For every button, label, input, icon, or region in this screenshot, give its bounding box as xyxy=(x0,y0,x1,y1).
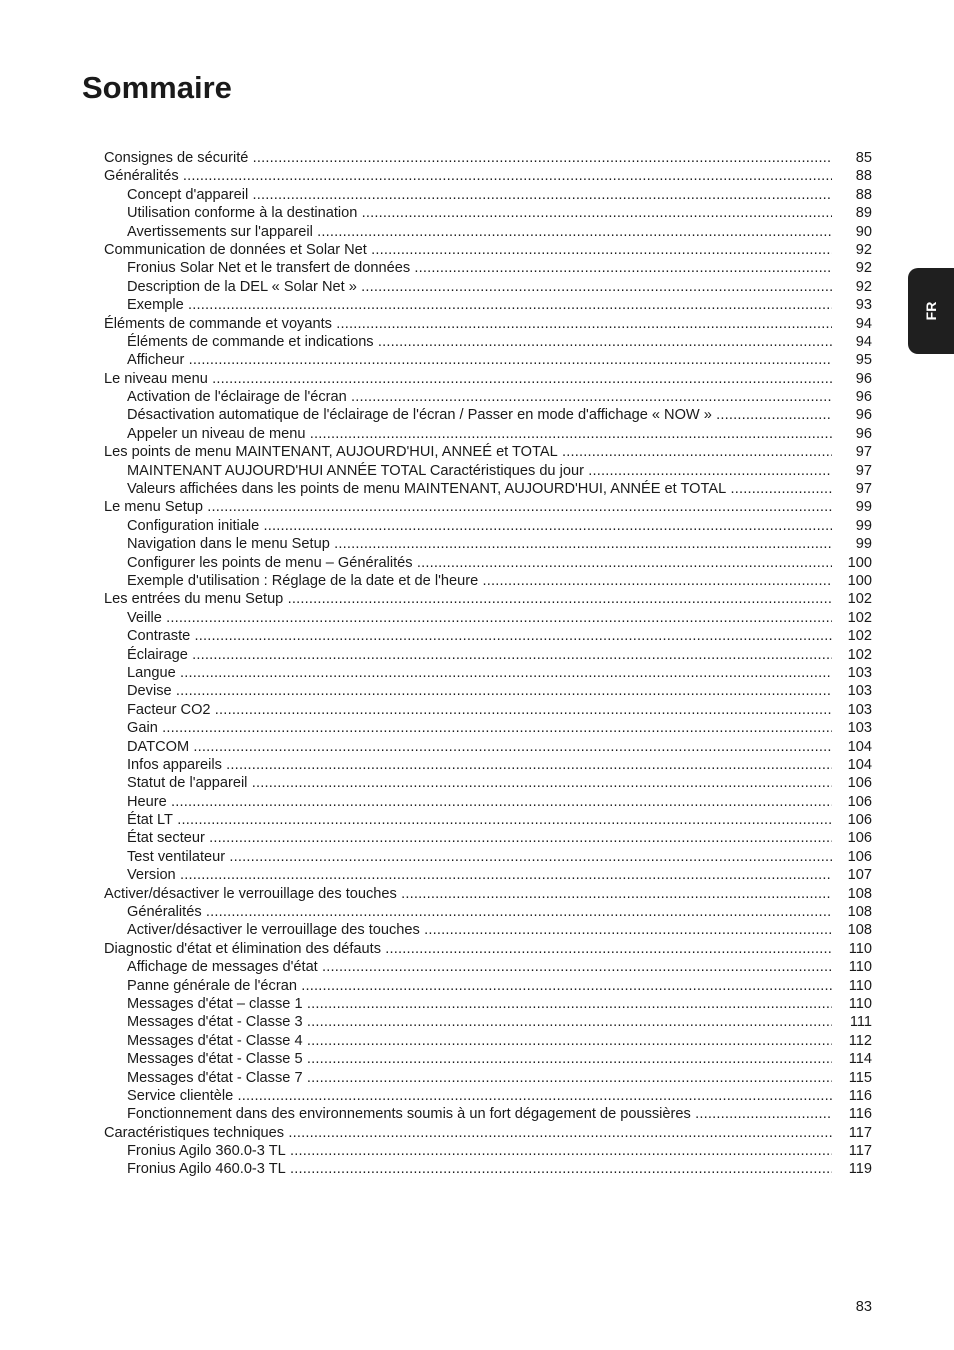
toc-page-number: 97 xyxy=(855,444,872,461)
toc-entry-label: Utilisation conforme à la destination ..... xyxy=(127,204,832,222)
toc-entry-label: Caractéristiques techniques ..... xyxy=(104,1124,832,1142)
toc-subentry[interactable] xyxy=(104,1013,872,1031)
toc-entry-label: Veille ..... xyxy=(127,609,832,627)
toc-entry[interactable] xyxy=(104,885,872,903)
toc-subentry[interactable] xyxy=(104,701,872,719)
toc-entry-label: Éclairage ..... xyxy=(127,646,832,664)
toc-page-number: 110 xyxy=(848,977,872,994)
toc-entry-label: Gain ..... xyxy=(127,719,832,737)
toc-entry-label: Facteur CO2 ..... xyxy=(127,701,832,719)
toc-page-number: 99 xyxy=(855,536,872,553)
toc-entry-label: Statut de l'appareil ..... xyxy=(127,774,832,792)
toc-subentry[interactable] xyxy=(104,866,872,884)
language-tab-label: FR xyxy=(923,301,939,321)
toc-page-number: 102 xyxy=(847,628,872,645)
toc-subentry[interactable] xyxy=(104,1087,872,1105)
toc-page-number: 102 xyxy=(847,591,872,608)
toc-page-number: 85 xyxy=(855,150,872,166)
toc-entry-label: Service clientèle ..... xyxy=(127,1087,832,1105)
toc-page-number: 92 xyxy=(855,278,872,295)
toc-entry[interactable] xyxy=(104,315,872,333)
toc-page-number: 106 xyxy=(847,830,872,847)
toc-entry-label: Activer/désactiver le verrouillage des touches ..... xyxy=(127,921,832,939)
toc-page-number: 96 xyxy=(855,370,872,387)
toc-subentry[interactable] xyxy=(104,903,872,921)
toc-entry-label: Version ..... xyxy=(127,866,832,884)
toc-page-number: 96 xyxy=(855,425,872,442)
toc-page-number: 99 xyxy=(855,517,872,534)
toc-page-number: 104 xyxy=(847,738,872,755)
page-number: 83 xyxy=(855,1299,872,1315)
toc-subentry[interactable] xyxy=(104,388,872,406)
toc-page-number: 92 xyxy=(855,260,872,277)
toc-entry-label: DATCOM ..... xyxy=(127,738,832,756)
toc-entry-label: Messages d'état - Classe 4 ..... xyxy=(127,1032,832,1050)
toc-entry-label: Fronius Agilo 460.0-3 TL ..... xyxy=(127,1160,832,1178)
toc-page-number: 119 xyxy=(848,1161,872,1178)
toc-page-number: 108 xyxy=(847,904,872,921)
toc-subentry[interactable] xyxy=(104,462,872,480)
toc-page-number: 93 xyxy=(855,297,872,314)
toc-page-number: 110 xyxy=(848,940,872,957)
toc-page-number: 114 xyxy=(848,1051,872,1068)
toc-entry-label: Le niveau menu ..... xyxy=(104,370,832,388)
toc-subentry[interactable] xyxy=(104,774,872,792)
toc-page-number: 90 xyxy=(855,223,872,240)
toc-subentry[interactable] xyxy=(104,1069,872,1087)
toc-page-number: 96 xyxy=(855,389,872,406)
toc-subentry[interactable] xyxy=(104,995,872,1013)
toc-entry-label: Heure ..... xyxy=(127,793,832,811)
toc-entry-label: Description de la DEL « Solar Net » ..... xyxy=(127,278,832,296)
toc-entry[interactable] xyxy=(104,167,872,185)
toc-entry-label: Panne générale de l'écran ..... xyxy=(127,977,832,995)
toc-entry-label: Généralités ..... xyxy=(127,903,832,921)
toc-entry[interactable] xyxy=(104,590,872,608)
language-tab xyxy=(908,268,954,354)
toc-page-number: 102 xyxy=(847,609,872,626)
toc-subentry[interactable] xyxy=(104,1032,872,1050)
toc-entry-label: Test ventilateur ..... xyxy=(127,848,832,866)
toc-page-number: 106 xyxy=(847,848,872,865)
toc-page-number: 103 xyxy=(847,701,872,718)
toc-subentry[interactable] xyxy=(104,480,872,498)
toc-page-number: 88 xyxy=(855,168,872,185)
toc-subentry[interactable] xyxy=(104,296,872,314)
toc-entry-label: Exemple d'utilisation : Réglage de la date et de l'heure ..... xyxy=(127,572,832,590)
toc-page-number: 112 xyxy=(848,1032,872,1049)
toc-page-number: 103 xyxy=(847,683,872,700)
toc-page-number: 89 xyxy=(855,205,872,222)
toc-page-number: 97 xyxy=(855,462,872,479)
toc-page-number: 115 xyxy=(848,1069,872,1086)
toc-subentry[interactable] xyxy=(104,1160,872,1178)
toc-page-number: 96 xyxy=(855,407,872,424)
toc-entry[interactable] xyxy=(104,149,872,167)
table-of-contents xyxy=(104,149,872,1179)
toc-page-number: 106 xyxy=(847,775,872,792)
toc-entry-label: Messages d'état - Classe 3 ..... xyxy=(127,1013,832,1031)
page-title: Sommaire xyxy=(82,70,232,105)
toc-entry-label: Navigation dans le menu Setup ..... xyxy=(127,535,832,553)
toc-page-number: 116 xyxy=(848,1106,872,1123)
toc-entry-label: Diagnostic d'état et élimination des défauts ..... xyxy=(104,940,832,958)
toc-page-number: 108 xyxy=(847,885,872,902)
toc-page-number: 94 xyxy=(855,315,872,332)
toc-page-number: 100 xyxy=(847,554,872,571)
toc-entry-label: Contraste ..... xyxy=(127,627,832,645)
toc-page-number: 106 xyxy=(847,812,872,829)
toc-entry-label: État secteur ..... xyxy=(127,829,832,847)
toc-subentry[interactable] xyxy=(104,517,872,535)
toc-subentry[interactable] xyxy=(104,1105,872,1123)
toc-entry-label: Devise ..... xyxy=(127,682,832,700)
toc-entry-label: Activer/désactiver le verrouillage des touches ..... xyxy=(104,885,832,903)
toc-entry-label: Consignes de sécurité ..... xyxy=(104,149,832,167)
toc-entry-label: Le menu Setup ..... xyxy=(104,498,832,516)
toc-entry[interactable] xyxy=(104,1124,872,1142)
toc-subentry[interactable] xyxy=(104,351,872,369)
toc-entry-label: Concept d'appareil ..... xyxy=(127,186,832,204)
toc-entry-label: Valeurs affichées dans les points de menu MAINTENANT, AUJOURD'HUI, ANNÉE et TOTAL ..... xyxy=(127,480,832,498)
toc-subentry[interactable] xyxy=(104,829,872,847)
toc-entry-label: Appeler un niveau de menu ..... xyxy=(127,425,832,443)
toc-subentry[interactable] xyxy=(104,627,872,645)
toc-entry-label: Fronius Solar Net et le transfert de données ..... xyxy=(127,259,832,277)
toc-page-number: 108 xyxy=(847,922,872,939)
toc-entry-label: Activation de l'éclairage de l'écran ..... xyxy=(127,388,832,406)
toc-page-number: 97 xyxy=(855,481,872,498)
toc-entry-label: Exemple ..... xyxy=(127,296,832,314)
toc-subentry[interactable] xyxy=(104,1142,872,1160)
toc-entry-label: Configuration initiale ..... xyxy=(127,517,832,535)
toc-subentry[interactable] xyxy=(104,682,872,700)
toc-subentry[interactable] xyxy=(104,848,872,866)
toc-subentry[interactable] xyxy=(104,186,872,204)
toc-subentry[interactable] xyxy=(104,333,872,351)
toc-page-number: 110 xyxy=(848,995,872,1012)
toc-entry-label: Généralités ..... xyxy=(104,167,832,185)
toc-subentry[interactable] xyxy=(104,223,872,241)
toc-page-number: 104 xyxy=(847,756,872,773)
toc-entry-label: Messages d'état - Classe 7 ..... xyxy=(127,1069,832,1087)
toc-subentry[interactable] xyxy=(104,738,872,756)
toc-entry-label: Affichage de messages d'état ..... xyxy=(127,958,832,976)
toc-entry-label: Désactivation automatique de l'éclairage de l'écran / Passer en mode d'affichage « NOW » ..... xyxy=(127,406,832,424)
toc-entry-label: Messages d'état – classe 1 ..... xyxy=(127,995,832,1013)
toc-subentry[interactable] xyxy=(104,719,872,737)
toc-page-number: 110 xyxy=(848,959,872,976)
toc-entry-label: Communication de données et Solar Net ..... xyxy=(104,241,832,259)
toc-page-number: 100 xyxy=(847,572,872,589)
toc-subentry[interactable] xyxy=(104,554,872,572)
toc-entry-label: Infos appareils ..... xyxy=(127,756,832,774)
toc-entry-label: Langue ..... xyxy=(127,664,832,682)
toc-subentry[interactable] xyxy=(104,259,872,277)
toc-subentry[interactable] xyxy=(104,756,872,774)
toc-subentry[interactable] xyxy=(104,664,872,682)
toc-entry-label: Fonctionnement dans des environnements soumis à un fort dégagement de poussières ..... xyxy=(127,1105,832,1123)
toc-entry[interactable] xyxy=(104,443,872,461)
toc-page-number: 99 xyxy=(855,499,872,516)
toc-subentry[interactable] xyxy=(104,977,872,995)
toc-entry-label: Afficheur ..... xyxy=(127,351,832,369)
toc-page-number: 92 xyxy=(855,241,872,258)
toc-subentry[interactable] xyxy=(104,958,872,976)
toc-subentry[interactable] xyxy=(104,406,872,424)
toc-entry-label: Avertissements sur l'appareil ..... xyxy=(127,223,832,241)
toc-subentry[interactable] xyxy=(104,793,872,811)
toc-page-number: 88 xyxy=(855,186,872,203)
toc-subentry[interactable] xyxy=(104,1050,872,1068)
toc-entry-label: Éléments de commande et voyants ..... xyxy=(104,315,832,333)
toc-entry-label: Les entrées du menu Setup ..... xyxy=(104,590,832,608)
toc-entry-label: MAINTENANT AUJOURD'HUI ANNÉE TOTAL Caractéristiques du jour ..... xyxy=(127,462,832,480)
toc-entry-label: Configurer les points de menu – Généralités ..... xyxy=(127,554,832,572)
toc-page-number: 111 xyxy=(849,1014,872,1031)
toc-page-number: 107 xyxy=(847,867,872,884)
toc-page-number: 95 xyxy=(855,352,872,369)
toc-subentry[interactable] xyxy=(104,811,872,829)
toc-subentry[interactable] xyxy=(104,646,872,664)
toc-entry[interactable] xyxy=(104,940,872,958)
toc-page-number: 103 xyxy=(847,664,872,681)
toc-page-number: 117 xyxy=(848,1124,872,1141)
toc-page-number: 116 xyxy=(848,1087,872,1104)
toc-subentry[interactable] xyxy=(104,572,872,590)
toc-subentry[interactable] xyxy=(104,425,872,443)
toc-entry-label: Fronius Agilo 360.0-3 TL ..... xyxy=(127,1142,832,1160)
toc-page-number: 106 xyxy=(847,793,872,810)
toc-page-number: 103 xyxy=(847,720,872,737)
toc-subentry[interactable] xyxy=(104,535,872,553)
toc-subentry[interactable] xyxy=(104,204,872,222)
toc-entry[interactable] xyxy=(104,498,872,516)
toc-page-number: 117 xyxy=(848,1143,872,1160)
toc-subentry[interactable] xyxy=(104,609,872,627)
toc-entry-label: Les points de menu MAINTENANT, AUJOURD'HUI, ANNEÉ et TOTAL ..... xyxy=(104,443,832,461)
toc-subentry[interactable] xyxy=(104,921,872,939)
toc-subentry[interactable] xyxy=(104,278,872,296)
toc-entry-label: Messages d'état - Classe 5 ..... xyxy=(127,1050,832,1068)
toc-entry[interactable] xyxy=(104,370,872,388)
toc-entry[interactable] xyxy=(104,241,872,259)
toc-page-number: 94 xyxy=(855,333,872,350)
toc-entry-label: Éléments de commande et indications ..... xyxy=(127,333,832,351)
toc-page-number: 102 xyxy=(847,646,872,663)
toc-entry-label: État LT ..... xyxy=(127,811,832,829)
